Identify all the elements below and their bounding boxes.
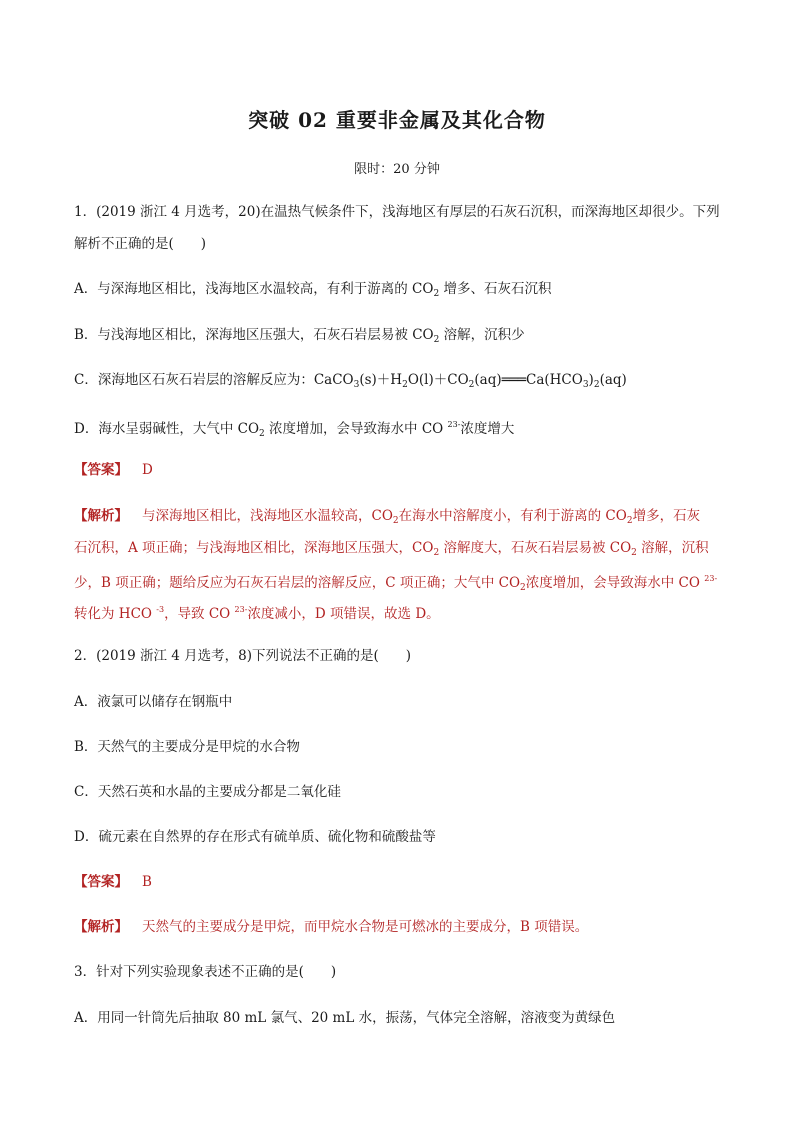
q1-stem-line1: 1．(2019 浙江 4 月选考，20)在温热气候条件下，浅海地区有厚层的石灰石沉积，而深海地区却很少。下列	[74, 204, 720, 220]
q2-option-a: A．液氯可以储存在钢瓶中	[74, 694, 233, 710]
analysis-label: 【解析】	[74, 508, 128, 524]
analysis-label: 【解析】	[74, 919, 128, 935]
q1-analysis-line1: 【解析】 与深海地区相比，浅海地区水温较高，$CO_2$在海水中溶解度小，有利于游离的 $CO_2$增多，石灰	[74, 508, 701, 526]
q1-stem-line2: 解析不正确的是( )	[74, 236, 207, 252]
q1-analysis-line4: 转化为 HCO $^{-3}$，导致 CO $^{23-}$浓度减小，D 项错误，故选 D。	[74, 605, 440, 622]
q2-analysis: 【解析】 天然气的主要成分是甲烷，而甲烷水合物是可燃冰的主要成分，B 项错误。	[74, 919, 589, 935]
q1-option-d: D．海水呈弱碱性，大气中 $CO_2$ 浓度增加，会导致海水中 CO $^{23-}$浓度增大	[74, 420, 515, 439]
answer-label: 【答案】	[74, 874, 128, 890]
q1-answer	[74, 460, 734, 480]
answer-label: 【答案】	[74, 462, 128, 478]
answer-value: D	[142, 462, 153, 478]
q3-option-a: A．用同一针筒先后抽取 80 mL 氯气、20 mL 水，振荡，气体完全溶解，溶液变为黄绿色	[74, 1010, 616, 1026]
q1-option-a: A．与深海地区相比，浅海地区水温较高，有利于游离的 $CO_2$ 增多、石灰石沉积	[74, 281, 552, 299]
time-limit: 限时：20 分钟	[354, 162, 440, 177]
q1-option-b: B．与浅海地区相比，深海地区压强大，石灰石岩层易被 $CO_2$ 溶解，沉积少	[74, 327, 525, 345]
q1-option-c: C．深海地区石灰石岩层的溶解反应为：$CaCO_3(s)+H_2O(l)+CO_2(aq)═══Ca(HCO_3)_2(aq)$	[74, 372, 627, 390]
answer-value: B	[142, 874, 152, 890]
q2-stem: 2．(2019 浙江 4 月选考，8)下列说法不正确的是( )	[74, 648, 412, 664]
q1-analysis-line2: 石沉积，A 项正确；与浅海地区相比，深海地区压强大，$CO_2$ 溶解度大，石灰石岩层易被 $CO_2$ 溶解，沉积	[74, 540, 709, 558]
q3-stem: 3．针对下列实验现象表述不正确的是( )	[74, 964, 337, 980]
q2-option-b: B．天然气的主要成分是甲烷的水合物	[74, 739, 300, 755]
page-title: 突破 02 重要非金属及其化合物	[248, 108, 546, 132]
q2-option-c: C．天然石英和水晶的主要成分都是二氧化硅	[74, 784, 341, 800]
q2-option-d: D．硫元素在自然界的存在形式有硫单质、硫化物和硫酸盐等	[74, 829, 436, 845]
q2-answer	[74, 872, 734, 892]
q1-analysis-line3: 少，B 项正确；题给反应为石灰石岩层的溶解反应，C 项正确；大气中 $CO_2$浓度增加，会导致海水中 CO $^{23-}$	[74, 574, 718, 593]
